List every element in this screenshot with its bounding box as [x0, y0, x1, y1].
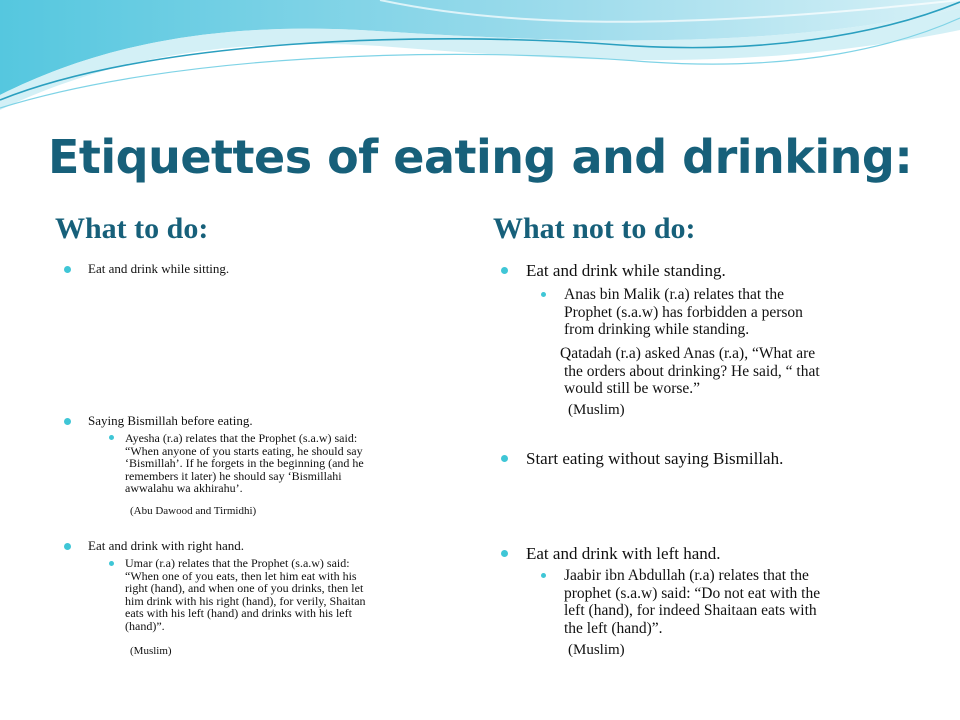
detail-line: Anas bin Malik (r.a) relates that the — [564, 286, 784, 303]
detail-line: Umar (r.a) relates that the Prophet (s.a.w) said: — [125, 556, 350, 570]
left-item-2-reference: (Abu Dawood and Tirmidhi) — [130, 505, 257, 517]
detail-line: Ayesha (r.a) relates that the Prophet (s.a.w) said: — [125, 431, 358, 445]
bullet-icon — [501, 267, 508, 274]
detail-line: the orders about drinking? He said, “ that — [564, 362, 820, 380]
wave-header-decoration — [0, 0, 960, 120]
sub-bullet-icon — [109, 561, 114, 566]
left-item-2-detail — [125, 432, 455, 495]
detail-line: “When one of you eats, then let him eat with his — [125, 568, 357, 583]
sub-bullet-icon — [109, 435, 114, 440]
detail-line: “When anyone of you starts eating, he should say — [125, 443, 363, 458]
sub-bullet-icon — [541, 292, 546, 297]
detail-line: left (hand), for indeed Shaitaan eats with — [564, 602, 817, 619]
bullet-icon — [64, 266, 71, 273]
bullet-icon — [501, 550, 508, 557]
right-item-1-extra — [560, 345, 930, 398]
right-item-3-reference: (Muslim) — [568, 642, 625, 658]
left-item-3: Eat and drink with right hand. — [88, 538, 244, 553]
detail-line: the left (hand)”. — [564, 619, 663, 637]
detail-line: eats with his left (hand) and drinks with his left — [125, 606, 352, 620]
right-item-1: Eat and drink while standing. — [526, 261, 726, 280]
detail-line: Jaabir ibn Abdullah (r.a) relates that the — [564, 567, 809, 584]
detail-line: prophet (s.a.w) said: “Do not eat with the — [564, 584, 821, 602]
detail-line: from drinking while standing. — [564, 321, 750, 338]
bullet-icon — [64, 418, 71, 425]
left-column-heading: What to do: — [55, 212, 209, 245]
left-item-2: Saying Bismillah before eating. — [88, 413, 253, 428]
sub-bullet-icon — [541, 573, 546, 578]
bullet-icon — [501, 455, 508, 462]
detail-line: Prophet (s.a.w) has forbidden a person — [564, 303, 803, 321]
left-item-1: Eat and drink while sitting. — [88, 261, 230, 276]
left-item-3-detail — [125, 557, 455, 632]
right-item-1-detail — [564, 286, 924, 339]
left-item-3-reference: (Muslim) — [130, 645, 172, 657]
right-item-3: Eat and drink with left hand. — [526, 544, 721, 563]
detail-line: would still be worse.” — [564, 380, 701, 397]
right-item-3-detail — [564, 567, 924, 637]
slide-title: Etiquettes of eating and drinking: — [48, 130, 913, 184]
detail-line: Qatadah (r.a) asked Anas (r.a), “What are — [560, 345, 816, 362]
bullet-icon — [64, 543, 71, 550]
right-item-2: Start eating without saying Bismillah. — [526, 449, 784, 468]
detail-line: awwalahu wa akhirahu’. — [125, 481, 243, 495]
detail-line: (hand)”. — [125, 618, 165, 633]
detail-line: right (hand), and when one of you drinks, then let — [125, 581, 364, 595]
detail-line: remembers it later) he should say ‘Bismillahi — [125, 468, 342, 483]
right-item-1-reference: (Muslim) — [568, 402, 625, 418]
right-column-heading: What not to do: — [493, 212, 696, 245]
detail-line: ‘Bismillah’. If he forgets in the beginning (and he — [125, 456, 364, 470]
detail-line: him drink with his right (hand), for verily, Shaitan — [125, 593, 366, 608]
